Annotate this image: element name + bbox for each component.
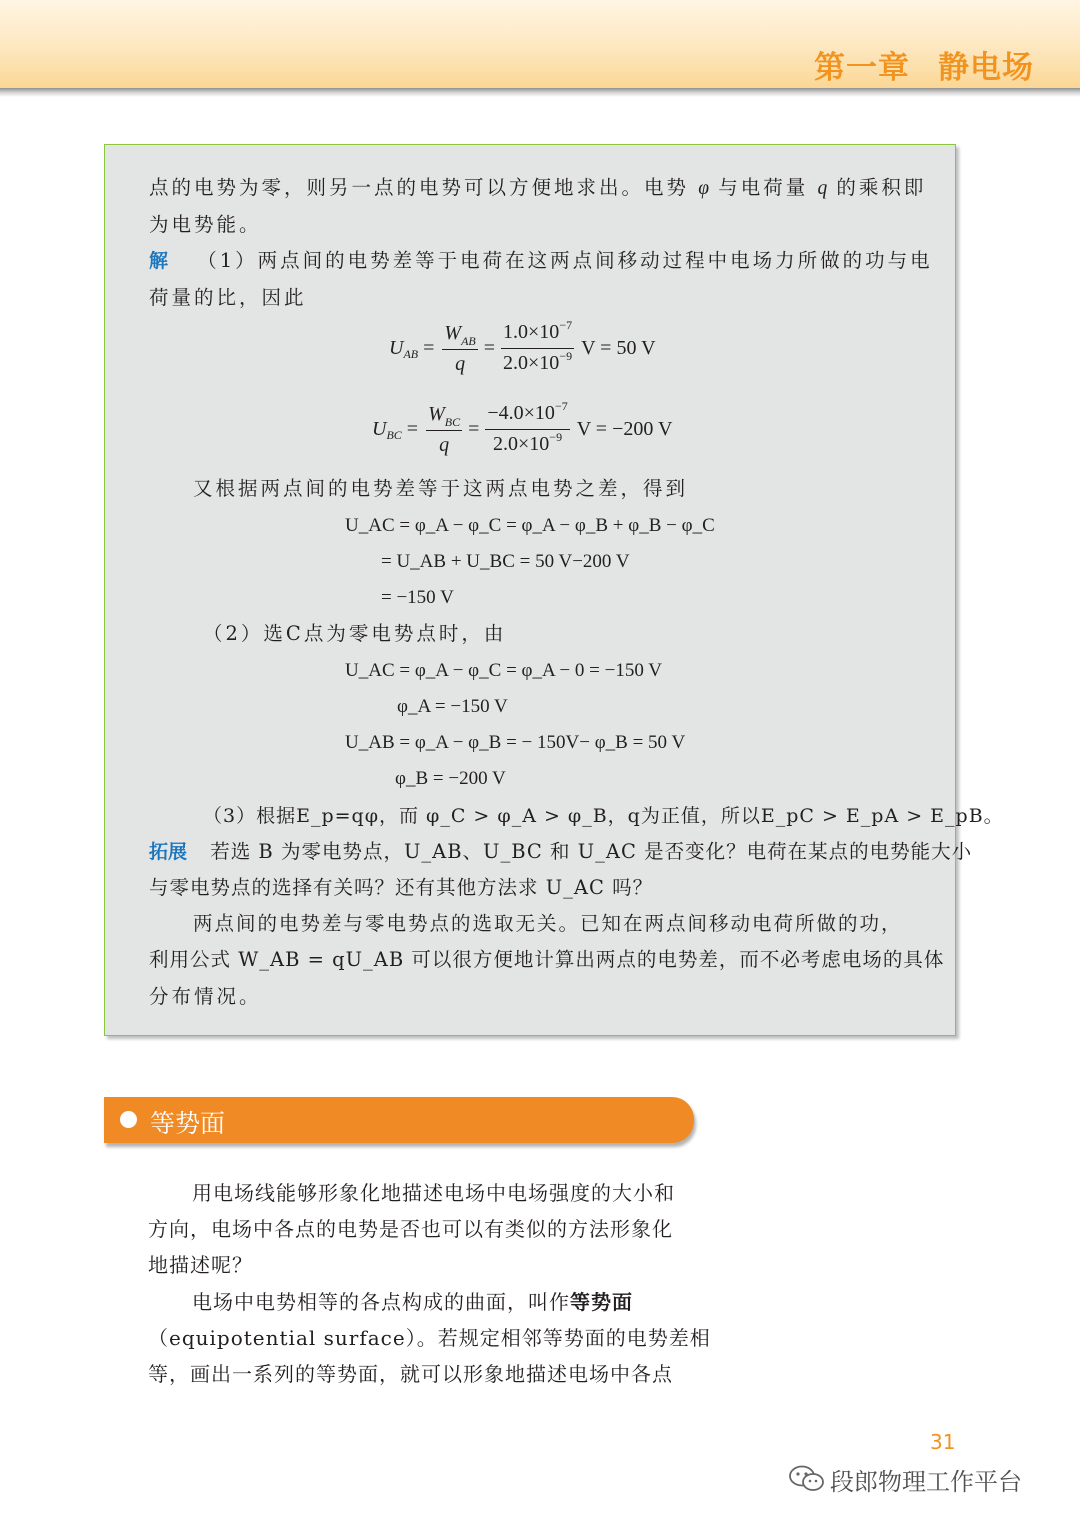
fraction-values [501,320,574,377]
example-box [104,144,1004,1036]
solution-label: 解 [149,250,169,272]
w-symbol: W [428,403,445,425]
solution-3-line: （3）根据E_p=qφ，而 φ_C > φ_A > φ_B，q为正值，所以E_pC > E_pA > E_pB。 [203,805,1004,827]
text: 电场中电势相等的各点构成的曲面，叫作 [192,1290,570,1314]
solution-1-line-1 [149,249,933,273]
solution-2-line: （2）选C点为零电势点时，由 [203,622,507,645]
fraction-values [485,401,569,458]
wechat-icon [788,1464,826,1494]
subscript: AB [403,347,419,361]
equals-sign: = [483,337,496,359]
exponent: −7 [559,318,573,332]
uac-step-1: U_AC = φ_A − φ_C = φ_A − φ_B + φ_B − φ_C [345,515,715,536]
text: 的乘积即 [836,176,927,199]
body-p2-line-2: （equipotential surface）。若规定相邻等势面的电势差相 [148,1326,711,1350]
exponent: −7 [554,399,568,413]
numerator: −4.0×10 [487,402,555,424]
chapter-number: 第一章 [814,50,910,86]
section-heading-bar [104,1097,694,1143]
equation-ubc [372,401,672,458]
subscript: BC [444,415,461,429]
fraction-w-over-q [426,402,462,457]
answer-line-1: 两点间的电势差与零电势点的选取无关。已知在两点间移动电荷所做的功， [193,912,903,935]
equals-sign: = [468,418,480,440]
uac-step-3: = −150 V [381,587,454,608]
body-p1-line-2: 方向，电场中各点的电势是否也可以有类似的方法形象化 [148,1217,673,1241]
solution-2-eq-3: U_AB = φ_A − φ_B = − 150V− φ_B = 50 V [345,732,686,753]
bullet-dot-icon [120,1111,137,1128]
equals-sign: = [423,337,435,359]
result: V = 50 V [581,337,656,359]
equals-sign: = [406,418,419,440]
u-symbol: U [389,337,404,359]
denominator: 2.0×10 [493,433,550,455]
watermark-text: 段郎物理工作平台 [830,1467,1022,1496]
text: 与电荷量 [718,176,809,199]
solution-1-line-2: 荷量的比，因此 [149,286,307,309]
fraction-w-over-q [442,321,477,376]
body-p1-line-1: 用电场线能够形象化地描述电场中电场强度的大小和 [192,1181,675,1205]
q-symbol: q [817,178,828,199]
example-line-2: 为电势能。 [149,213,262,236]
uac-step-2: = U_AB + U_BC = 50 V−200 V [381,551,630,572]
extend-line-1 [149,840,972,864]
exponent: −9 [559,349,573,363]
result: V = −200 V [576,418,673,440]
example-line-1 [149,176,926,201]
text: （1）两点间的电势差等于电荷在这两点间移动过程中电场力所做的功与电 [197,249,933,272]
subscript: BC [386,428,402,442]
chapter-heading [814,42,1034,86]
term-equipotential-surface: 等势面 [570,1290,633,1314]
u-symbol: U [372,418,387,440]
text: 点的电势为零，则另一点的电势可以方便地求出。电势 [149,176,690,199]
solution-2-eq-2: φ_A = −150 V [397,696,508,717]
header-shadow [0,88,1080,97]
subscript: AB [461,334,476,348]
phi-symbol: φ [698,178,710,199]
body-p1-line-3: 地描述呢？ [148,1253,253,1277]
answer-line-3: 分布情况。 [149,985,262,1008]
exponent: −9 [549,430,563,444]
again-line: 又根据两点间的电势差等于这两点电势之差，得到 [193,477,689,500]
page-number: 31 [930,1430,956,1454]
denominator: 2.0×10 [503,352,560,374]
section-title: 等势面 [150,1109,226,1138]
watermark [788,1462,1022,1496]
answer-line-2: 利用公式 W_AB = qU_AB 可以很方便地计算出两点的电势差，而不必考虑电场的具体 [149,948,945,971]
text: 若选 B 为零电势点，U_AB、U_BC 和 U_AC 是否变化？电荷在某点的电势能大小 [210,840,973,863]
body-p2-line-3: 等，画出一系列的等势面，就可以形象地描述电场中各点 [148,1362,673,1386]
solution-2-eq-4: φ_B = −200 V [395,768,506,789]
q-symbol: q [439,434,450,456]
solution-2-eq-1: U_AC = φ_A − φ_C = φ_A − 0 = −150 V [345,660,662,681]
w-symbol: W [444,322,462,344]
chapter-title: 静电场 [938,50,1034,86]
q-symbol: q [455,353,466,375]
extend-label: 拓展 [149,841,188,863]
equation-uab [389,320,656,377]
body-p2-line-1 [192,1289,633,1315]
extend-line-2: 与零电势点的选择有关吗？还有其他方法求 U_AC 吗？ [149,876,654,899]
numerator: 1.0×10 [503,321,560,343]
